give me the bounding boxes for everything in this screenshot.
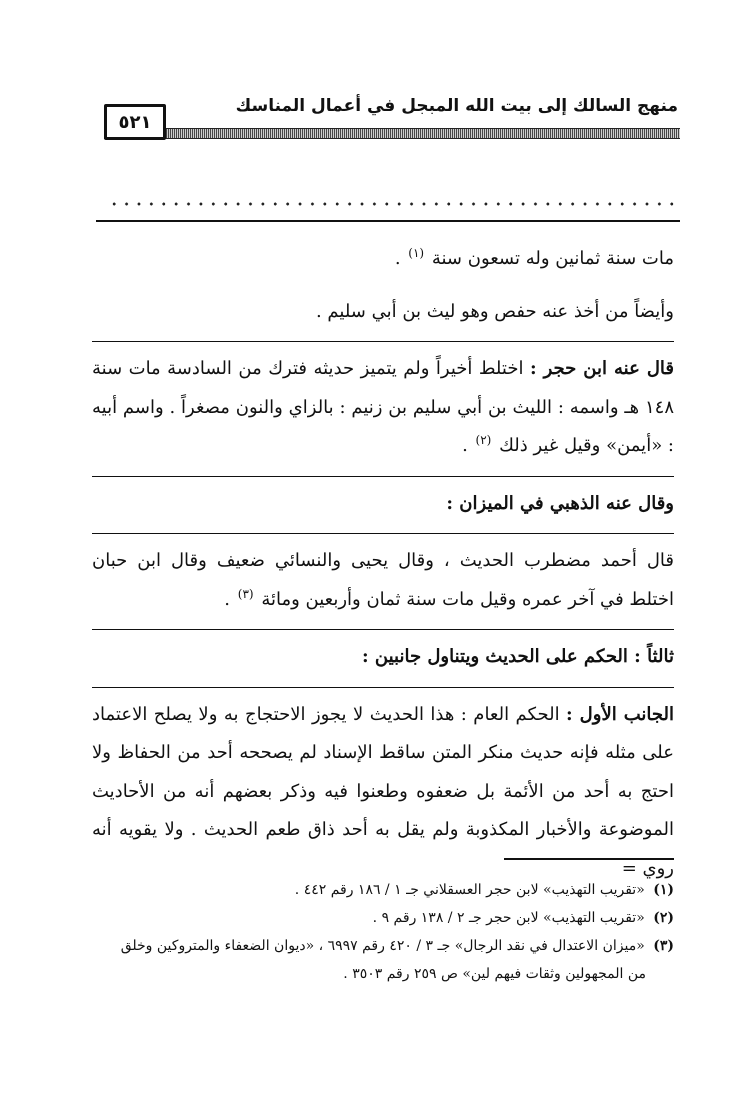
footnote-number: (٣) xyxy=(653,938,674,954)
heading-hadith-ruling: ثالثاً : الحكم على الحديث ويتناول جانبين : xyxy=(361,646,674,667)
paragraph-death-date: مات سنة ثمانين وله تسعون سنة $^{(١)}$ . xyxy=(394,246,674,269)
section-divider xyxy=(92,533,674,534)
section-divider xyxy=(92,476,674,477)
ibn-hajar-label: قال عنه ابن حجر : xyxy=(529,358,674,379)
paragraph-dhahabi: قال أحمد مضطرب الحديث ، وقال يحيى والنسائي ضعيف وقال ابن حبان اختلط في آخر عمره وقيل مات سنة ثمان وأربعين ومائة $^{(٣)}$ . xyxy=(92,550,674,610)
heading-dhahabi: وقال عنه الذهبي في الميزان : xyxy=(446,492,674,514)
footnote-ref-1[interactable]: (١) xyxy=(408,246,425,260)
footnote-number: (١) xyxy=(653,882,674,898)
footnote-1: (١) «تقريب التهذيب» لابن حجر العسقلاني جـ ١ / ١٨٦ رقم ٤٤٢ . xyxy=(294,882,674,898)
main-text xyxy=(92,240,674,888)
section-divider xyxy=(92,341,674,342)
footnote-2: (٢) «تقريب التهذيب» لابن حجر جـ ٢ / ١٣٨ رقم ٩ . xyxy=(372,910,674,926)
footnote-3-continuation: من المجهولين وثقات فيهم لين» ص ٢٥٩ رقم ٣٥٠٣ . xyxy=(343,966,646,982)
header-rule xyxy=(104,128,680,139)
paragraph-first-aspect: الجانب الأول : الحكم العام : هذا الحديث لا يجوز الاحتجاج به ولا يصلح الاعتماد على مثله فإنه حديث منكر المتن ساقط الإسناد لم يصححه أحد من الحفاظ ولا احتج به أحد من الأئمة بل ضعفوه وطعنوا فيه وذكر بعضهم أنه من الأحاديث الموضوعة والأخبار المكذوبة ولم يقل به أحد ذاق طعم الحديث . ولا يقويه أنه روي = xyxy=(92,703,674,879)
solid-separator xyxy=(96,220,680,222)
running-header-title: منهج السالك إلى بيت الله المبجل في أعمال المناسك xyxy=(235,96,678,116)
footnote-ref-3[interactable]: (٣) xyxy=(237,586,254,601)
section-divider xyxy=(92,687,674,688)
paragraph-narrator: وأيضاً من أخذ عنه حفص وهو ليث بن أبي سليم . xyxy=(315,300,674,322)
section-divider xyxy=(92,629,674,630)
footnote-number: (٢) xyxy=(653,910,674,926)
footnote-ref-2[interactable]: (٢) xyxy=(475,433,492,447)
footnote-rule xyxy=(504,858,674,860)
footnote-3: (٣) «ميزان الاعتدال في نقد الرجال» جـ ٣ / ٤٢٠ رقم ٦٩٩٧ ، «ديوان الضعفاء والمتروكين وخلق من المجهولين وثقات فيهم لين» ص ٢٥٩ رقم ٣٥٠٣ . xyxy=(74,932,674,988)
dotted-separator xyxy=(108,202,678,206)
first-aspect-label: الجانب الأول : xyxy=(566,703,674,725)
footnotes xyxy=(74,876,674,988)
paragraph-ibn-hajar: قال عنه ابن حجر : اختلط أخيراً ولم يتميز حديثه فترك من السادسة مات سنة ١٤٨ هـ واسمه : الليث بن أبي سليم بن زنيم : بالزاي والنون مصغراً . واسم أبيه : «أيمن» وقيل غير ذلك $^{(٢)}$ . xyxy=(92,358,674,456)
page-number: ٥٢١ xyxy=(104,104,166,140)
